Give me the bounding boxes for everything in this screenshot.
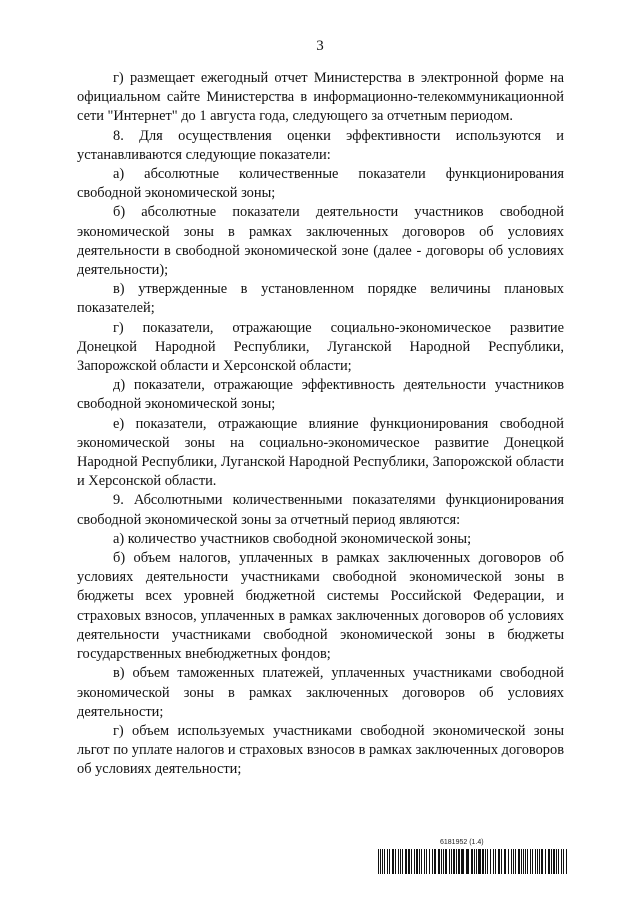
barcode-bar xyxy=(498,849,500,874)
barcode-bar xyxy=(411,849,412,874)
barcode-bar xyxy=(389,849,390,874)
barcode-bar xyxy=(504,849,506,874)
barcode-bar xyxy=(421,849,422,874)
barcode-bar xyxy=(561,849,562,874)
barcode-bar xyxy=(419,849,420,874)
paragraph-8v: в) утвержденные в установленном порядке величины плановых показателей; xyxy=(77,281,564,317)
barcode-bar xyxy=(521,849,522,874)
barcode-bar xyxy=(432,849,433,874)
barcode-bar xyxy=(493,849,494,874)
paragraph-section-9-intro: 9. Абсолютными количественными показателями функционирования свободной экономической зоны за отчетный период являются: xyxy=(77,492,564,528)
barcode-bar xyxy=(445,849,447,874)
barcode-bar xyxy=(424,849,425,874)
barcode-bar xyxy=(414,849,415,874)
document-body xyxy=(77,69,564,780)
barcode-bar xyxy=(405,849,407,874)
barcode-bar xyxy=(458,849,460,874)
barcode-bar xyxy=(485,849,486,874)
barcode-bar xyxy=(490,849,491,874)
barcode-bar xyxy=(461,849,464,874)
barcode-bar xyxy=(384,849,385,874)
page-number: 3 xyxy=(316,38,324,54)
barcode-bar xyxy=(449,849,450,874)
barcode-bar xyxy=(402,849,403,874)
barcode-bar xyxy=(525,849,526,874)
barcode-bar xyxy=(451,849,452,874)
barcode-bar xyxy=(434,849,436,874)
paragraph-8b: б) абсолютные показатели деятельности участников свободной экономической зоны в рамках заключенных договоров об условиях деятельности в свободной экономической зоне (далее - договоры об условиях деятельности); xyxy=(77,204,564,279)
barcode-bar xyxy=(426,849,427,874)
barcode-bar xyxy=(513,849,514,874)
barcode-bar xyxy=(471,849,473,874)
barcode-bar xyxy=(395,849,396,874)
barcode-bar xyxy=(387,849,388,874)
barcode-bar xyxy=(511,849,512,874)
barcode-bar xyxy=(515,849,516,874)
paragraph-8a: а) абсолютные количественные показатели функционирования свободной экономической зоны; xyxy=(77,166,564,202)
barcode-bar xyxy=(466,849,469,874)
paragraph-9v: в) объем таможенных платежей, уплаченных участниками свободной экономической зоны в рамках заключенных договоров об условиях деятельности; xyxy=(77,665,564,720)
barcode-bar xyxy=(478,849,481,874)
barcode-bar xyxy=(548,849,550,874)
barcode-bar xyxy=(392,849,394,874)
paragraph-9g: г) объем используемых участниками свободной экономической зоны льгот по уплате налогов и страховых взносов в рамках заключенных договоров об условиях деятельности; xyxy=(77,722,564,778)
barcode-bar xyxy=(474,849,475,874)
barcode-bar xyxy=(429,849,430,874)
barcode-bar xyxy=(408,849,410,874)
paragraph-report-publication: г) размещает ежегодный отчет Министерства в электронной форме на официальном сайте Министерства в информационно-телекоммуникационной сети "Интернет" до 1 августа года, следующего за отчетным периодом. xyxy=(77,70,564,125)
barcode-bar xyxy=(530,849,531,874)
barcode-bar xyxy=(441,849,442,874)
barcode-bar xyxy=(495,849,496,874)
barcode-bar xyxy=(556,849,557,874)
barcode-bar xyxy=(527,849,528,874)
barcode-bar xyxy=(537,849,538,874)
paragraph-8d: д) показатели, отражающие эффективность деятельности участников свободной экономической зоны; xyxy=(77,377,564,413)
paragraph-8e: е) показатели, отражающие влияние функционирования свободной экономической зоны на социально-экономическое развитие Донецкой Народной Республики, Луганской Народной Республики, Запорожской области и Херсонской области. xyxy=(77,415,564,490)
barcode-bar xyxy=(443,849,444,874)
barcode-bar xyxy=(456,849,457,874)
barcode-bar xyxy=(487,849,488,874)
barcode-bar xyxy=(551,849,552,874)
barcode-caption: 6181952 (1.4) xyxy=(440,839,484,846)
barcode-bar xyxy=(501,849,502,874)
barcode-bar xyxy=(563,849,564,874)
barcode-bar xyxy=(476,849,477,874)
barcode-bar xyxy=(378,849,379,874)
paragraph-section-8-intro: 8. Для осуществления оценки эффективности используются и устанавливаются следующие показатели: xyxy=(77,127,564,163)
document-barcode xyxy=(378,838,568,874)
barcode-bar xyxy=(523,849,524,874)
barcode-bar xyxy=(558,849,559,874)
barcode-bar xyxy=(508,849,509,874)
barcode-bar xyxy=(416,849,418,874)
barcode-bar xyxy=(553,849,555,874)
barcode-bar xyxy=(539,849,540,874)
paragraph-9b: б) объем налогов, уплаченных в рамках заключенных договоров об условиях деятельности участниками свободной экономической зоны в бюджеты всех уровней бюджетной системы Российской Федерации, и страховых взносов, уплаченных в рамках заключенных договоров об условиях деятельности участниками свободной экономической зоны в бюджеты государственных внебюджетных фондов; xyxy=(77,550,564,663)
barcode-bar xyxy=(438,849,440,874)
barcode-bar xyxy=(545,849,546,874)
barcode-bar xyxy=(482,849,484,874)
barcode-bar xyxy=(566,849,567,874)
barcode-bar xyxy=(398,849,399,874)
barcode-bar xyxy=(453,849,455,874)
paragraph-8g: г) показатели, отражающие социально-экономическое развитие Донецкой Народной Республики, Луганской Народной Республики, Запорожской области и Херсонской области; xyxy=(77,319,564,375)
barcode-bar xyxy=(382,849,383,874)
barcode-bars xyxy=(378,849,568,874)
paragraph-9a: а) количество участников свободной экономической зоны; xyxy=(113,530,472,547)
barcode-bar xyxy=(535,849,536,874)
barcode-bar xyxy=(532,849,533,874)
barcode-bar xyxy=(541,849,543,874)
barcode-bar xyxy=(400,849,401,874)
barcode-bar xyxy=(380,849,381,874)
barcode-bar xyxy=(518,849,520,874)
